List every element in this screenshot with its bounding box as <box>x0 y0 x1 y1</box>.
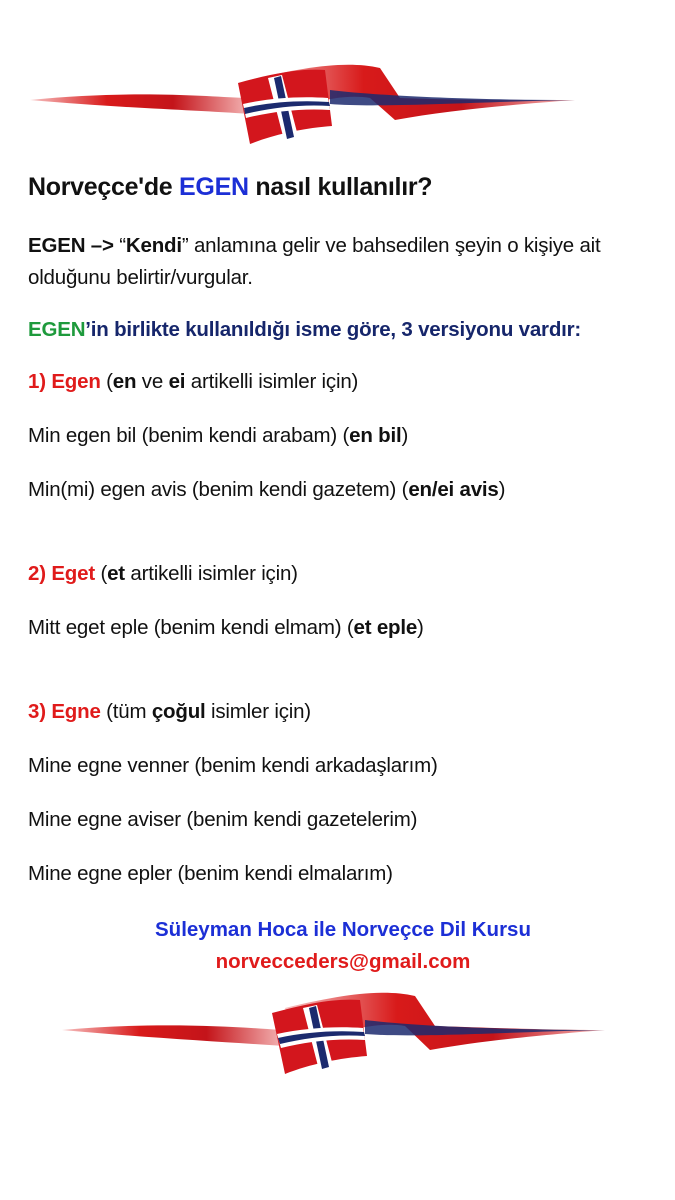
page-title: Norveçce'de EGEN nasıl kullanılır? <box>28 173 433 201</box>
section1-heading: 1) Egen (en ve ei artikelli isimler için) <box>28 370 359 393</box>
intro-paragraph: EGEN –> “Kendi” anlamına gelir ve bahsedilen şeyin o kişiye ait olduğunu belirtir/vurgular. <box>28 234 601 289</box>
contact-email: norvecceders@gmail.com <box>215 950 471 973</box>
section2-example-1: Mitt eget eple (benim kendi elmam) (et eple) <box>28 616 424 639</box>
section3-heading: 3) Egne (tüm çoğul isimler için) <box>28 700 311 723</box>
section1-example-1: Min egen bil (benim kendi arabam) (en bil) <box>28 424 409 447</box>
section1-example-2: Min(mi) egen avis (benim kendi gazetem) (en/ei avis) <box>28 478 506 501</box>
section3-example-2: Mine egne aviser (benim kendi gazetelerim) <box>28 808 418 831</box>
versions-heading: EGEN’in birlikte kullanıldığı isme göre, 3 versiyonu vardır: <box>28 318 582 341</box>
norway-flag-ribbon-bottom-icon <box>0 978 675 1088</box>
norway-flag-ribbon-top-icon <box>0 38 675 148</box>
section3-example-3: Mine egne epler (benim kendi elmalarım) <box>28 862 393 885</box>
section2-heading: 2) Eget (et artikelli isimler için) <box>28 562 298 585</box>
section3-example-1: Mine egne venner (benim kendi arkadaşlarım) <box>28 754 438 777</box>
course-name: Süleyman Hoca ile Norveçce Dil Kursu <box>155 918 531 941</box>
